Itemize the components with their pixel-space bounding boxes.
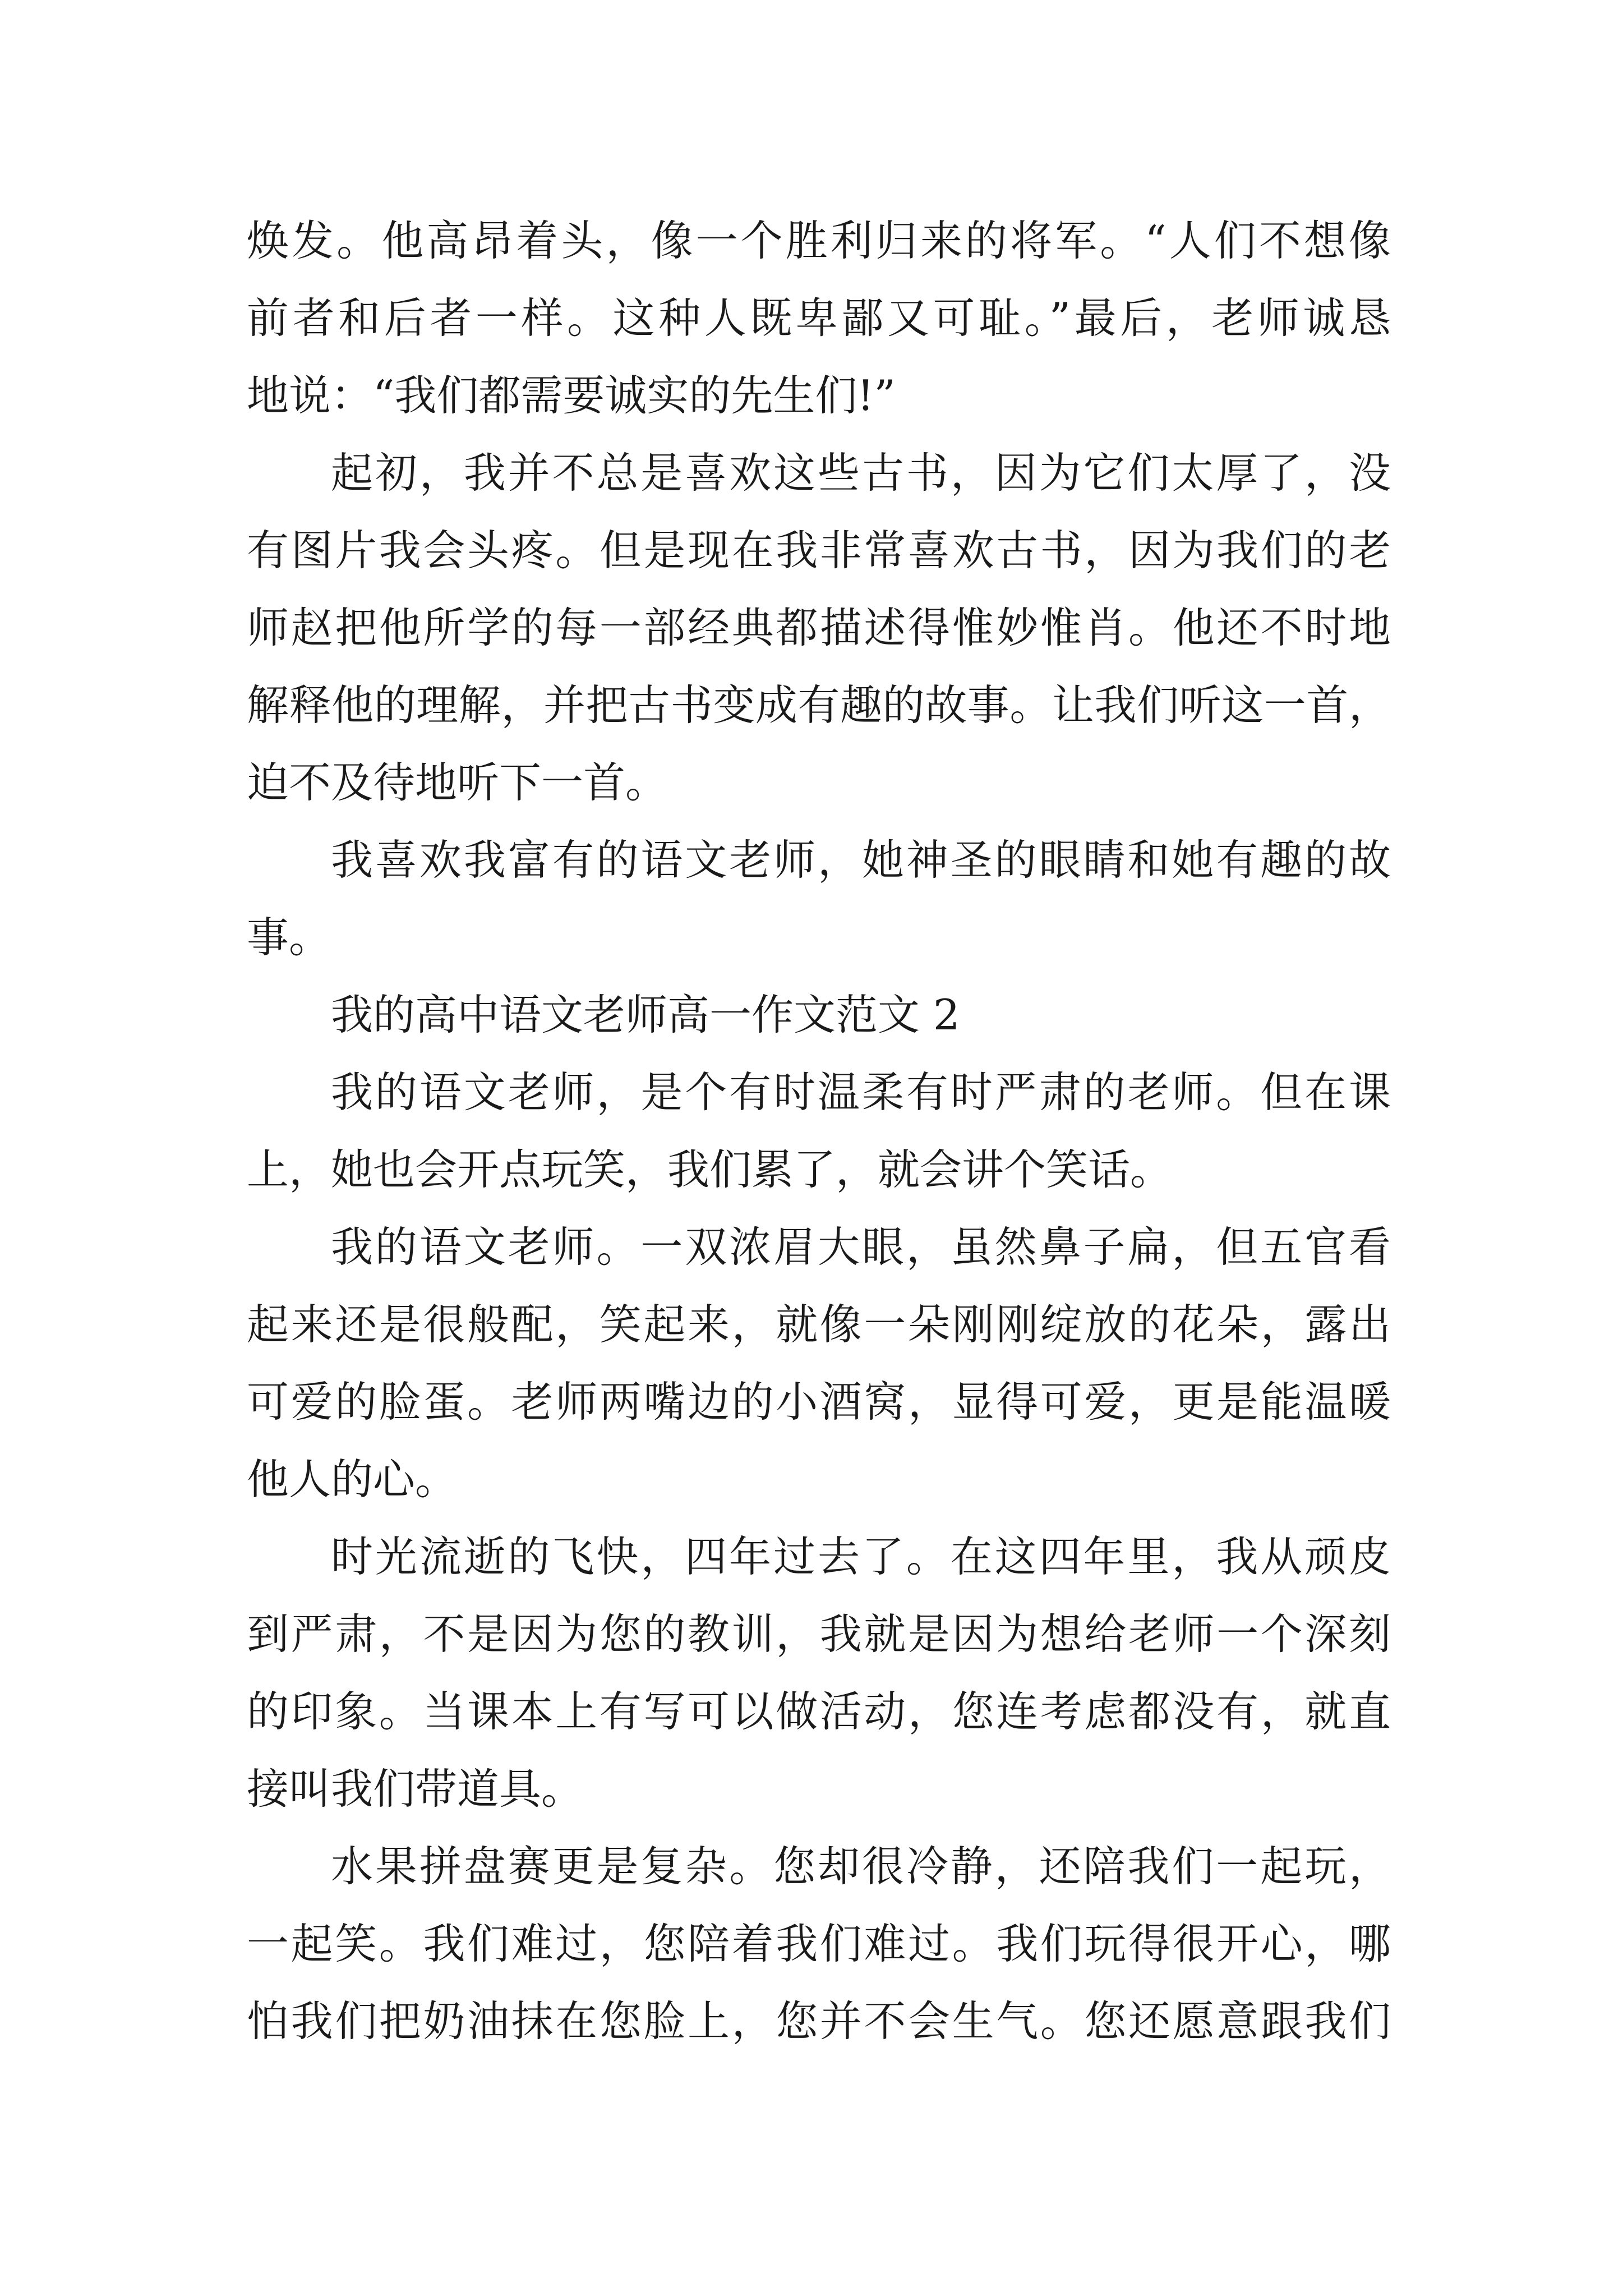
text-line: 一起笑。我们难过，您陪着我们难过。我们玩得很开心，哪 — [247, 1919, 1391, 1968]
paragraph-start-line: 我喜欢我富有的语文老师，她神圣的眼睛和她有趣的故 — [331, 835, 1391, 885]
text-line: 迫不及待地听下一首。 — [247, 758, 668, 807]
text-line: 怕我们把奶油抹在您脸上，您并不会生气。您还愿意跟我们 — [247, 1996, 1391, 2046]
paragraph-start-line: 时光流逝的飞快，四年过去了。在这四年里，我从顽皮 — [331, 1532, 1391, 1581]
text-line: 师赵把他所学的每一部经典都描述得惟妙惟肖。他还不时地 — [247, 603, 1391, 652]
text-line: 可爱的脸蛋。老师两嘴边的小酒窝，显得可爱，更是能温暖 — [247, 1377, 1391, 1427]
paragraph-start-line: 我的语文老师。一双浓眉大眼，虽然鼻子扁，但五官看 — [331, 1222, 1391, 1272]
text-line: 事。 — [247, 913, 331, 962]
paragraph-start-line: 我的语文老师，是个有时温柔有时严肃的老师。但在课 — [331, 1068, 1391, 1117]
text-line: 的印象。当课本上有写可以做活动，您连考虑都没有，就直 — [247, 1687, 1391, 1736]
text-line: 前者和后者一样。这种人既卑鄙又可耻。”最后，老师诚恳 — [247, 293, 1391, 343]
section-heading: 我的高中语文老师高一作文范文 2 — [331, 990, 960, 1039]
text-line: 接叫我们带道具。 — [247, 1764, 584, 1814]
text-line: 地说：“我们都需要诚实的先生们!” — [247, 371, 896, 420]
text-line: 上，她也会开点玩笑，我们累了，就会讲个笑话。 — [247, 1145, 1173, 1194]
text-line: 有图片我会头疼。但是现在我非常喜欢古书，因为我们的老 — [247, 526, 1391, 575]
text-line: 起来还是很般配，笑起来，就像一朵刚刚绽放的花朵，露出 — [247, 1300, 1391, 1349]
essay-body — [247, 202, 1391, 2060]
paragraph-start-line: 水果拼盘赛更是复杂。您却很冷静，还陪我们一起玩， — [331, 1842, 1391, 1891]
text-line: 他人的心。 — [247, 1455, 458, 1504]
text-line: 到严肃，不是因为您的教训，我就是因为想给老师一个深刻 — [247, 1609, 1391, 1659]
text-line: 焕发。他高昂着头，像一个胜利归来的将军。“人们不想像 — [247, 216, 1391, 265]
paragraph-start-line: 起初，我并不总是喜欢这些古书，因为它们太厚了，没 — [331, 448, 1391, 498]
text-line: 解释他的理解，并把古书变成有趣的故事。让我们听这一首， — [247, 680, 1391, 730]
